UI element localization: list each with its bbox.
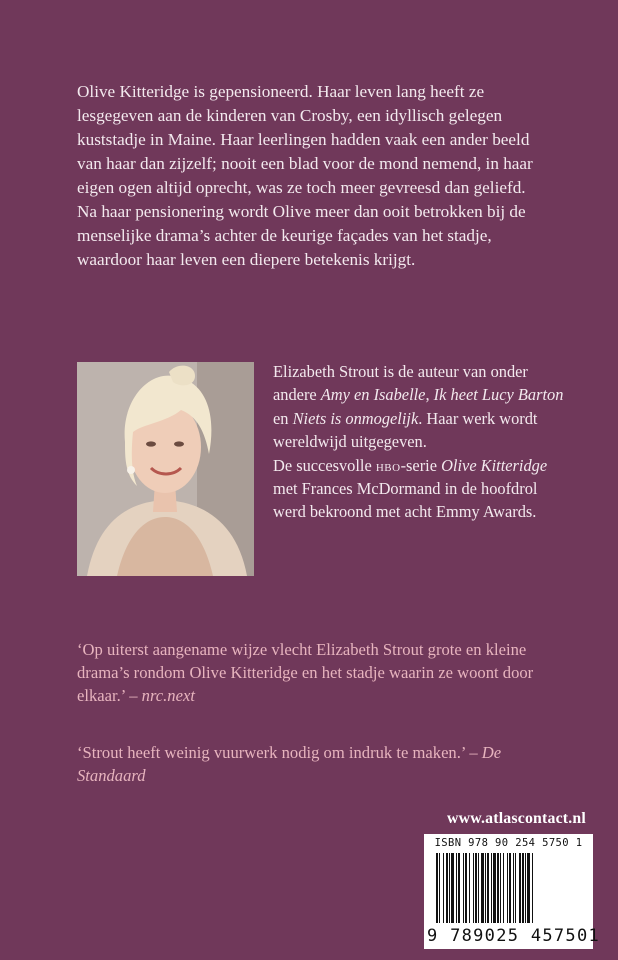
quote-source: nrc.next (141, 686, 195, 705)
isbn-number: ISBN 978 90 254 5750 1 (434, 837, 583, 849)
bio-separator: en (273, 408, 293, 428)
barcode-bars (436, 853, 581, 925)
author-bio (273, 360, 573, 524)
bio-text: -serie (400, 455, 442, 475)
barcode (424, 834, 601, 949)
author-portrait-image (77, 362, 254, 576)
quote-text: ‘Strout heeft weinig vuurwerk nodig om indruk te maken.’ – (77, 743, 482, 762)
book-title: Niets is onmogelijk (292, 408, 419, 428)
series-title: Olive Kitteridge (441, 455, 548, 475)
ean-number: 9 789025 457501 (427, 926, 601, 946)
quote-source: De Standaard (77, 743, 502, 785)
publisher-website: www.atlascontact.nl (447, 810, 586, 827)
bio-separator: , (425, 385, 434, 405)
book-title: Ik heet Lucy Barton (433, 385, 564, 405)
review-quote (77, 638, 567, 707)
book-blurb: Olive Kitteridge is gepensioneerd. Haar leven lang heeft ze lesgegeven aan de kinderen van Crosby, een idyllisch gelegen kuststadje in Maine. Haar leerlingen hadden vaak een ander beeld van haar dan zijzelf; nooit een blad voor de mond nemend, in haar eigen ogen altijd oprecht, was ze toch meer gevreesd dan geliefd. Na haar pensionering wordt Olive meer dan ooit betrokken bij de menselijke drama’s achter de keurige façades van het stadje, waardoor haar leven een diepere betekenis krijgt. (77, 82, 533, 269)
bio-text: Elizabeth Strout is de auteur van onder andere (273, 362, 528, 405)
author-photo (77, 362, 254, 576)
bio-text: . Haar werk wordt wereldwijd uitgegeven. (273, 408, 538, 452)
review-quote (77, 741, 567, 787)
network-name: hbo (375, 455, 401, 475)
quote-text: ‘Op uiterst aangename wijze vlecht Elizabeth Strout grote en kleine drama’s rondom Olive Kitteridge en het stadje waarin ze woont door elkaar.’ – (77, 640, 534, 705)
book-title: Amy en Isabelle (320, 385, 426, 405)
bio-text: met Frances McDormand in de hoofdrol werd bekroond met acht Emmy Awards. (273, 479, 538, 522)
bio-text: De succesvolle (273, 455, 376, 475)
